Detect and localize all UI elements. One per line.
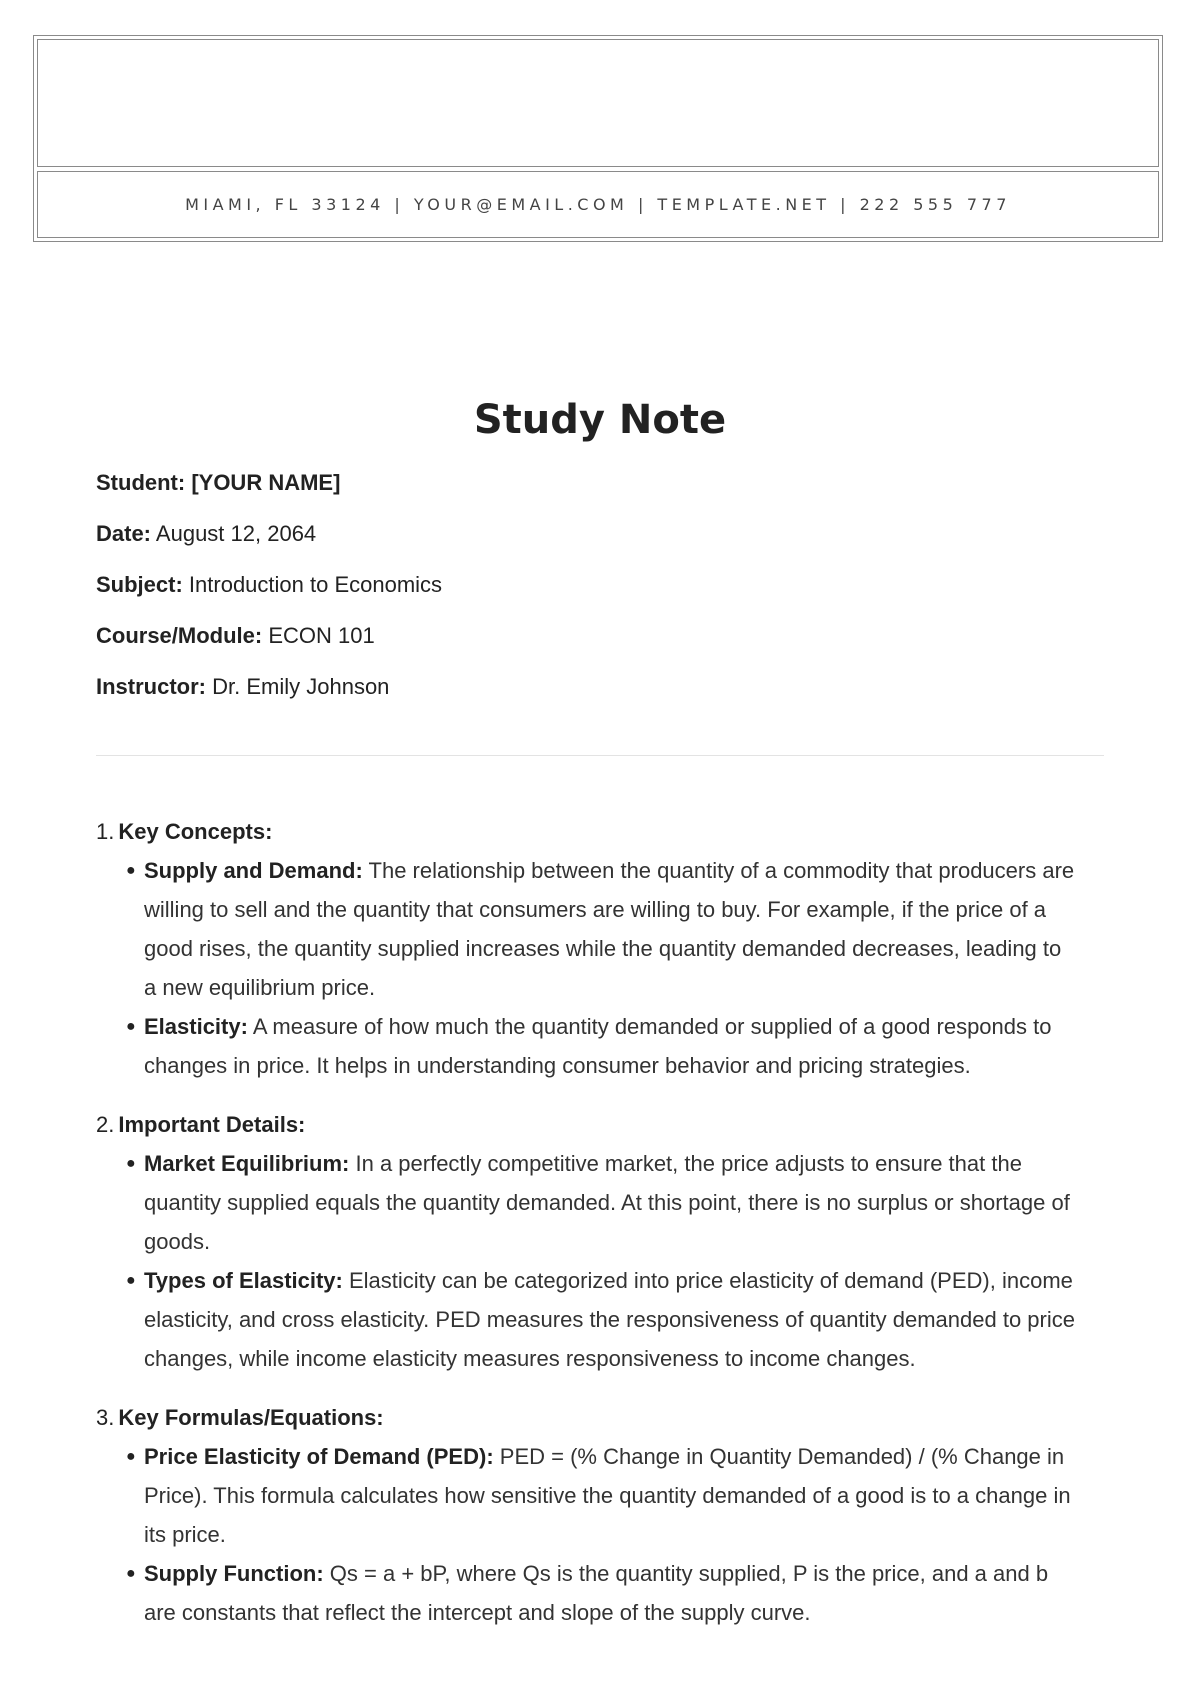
bullet-dot-icon: ● <box>126 862 136 879</box>
list-item <box>96 1437 1096 1554</box>
list-item <box>96 1261 1096 1378</box>
bullet-text: PED = (% Change in Quantity Demanded) / (% Change in Price). This formula calculates how sensitive the quantity demanded of a good is to a change in its price. <box>144 1444 1071 1547</box>
section-heading <box>96 1105 1096 1144</box>
meta-student <box>96 468 1106 519</box>
meta-student-label: Student: [YOUR NAME] <box>96 470 341 495</box>
bullet-text: Elasticity can be categorized into price elasticity of demand (PED), income elasticity, and cross elasticity. PED measures the responsiveness of quantity demanded to price changes, while income elasticity measures responsiveness to income changes. <box>144 1268 1075 1371</box>
bullet-text: Qs = a + bP, where Qs is the quantity supplied, P is the price, and a and b are constants that reflect the intercept and slope of the supply curve. <box>144 1561 1049 1625</box>
meta-date-label: Date: <box>96 521 152 546</box>
meta-course-label: Course/Module: <box>96 623 263 648</box>
bullet-list <box>96 1144 1096 1378</box>
bullet-dot-icon: ● <box>126 1272 136 1289</box>
bullet-text: The relationship between the quantity of a commodity that producers are willing to sell and the quantity that consumers are willing to buy. For example, if the price of a good rises, the quantity supplied increases while the quantity demanded decreases, leading to a new equilibrium price. <box>144 858 1075 1000</box>
list-item <box>96 1007 1096 1085</box>
section-key-formulas <box>96 1398 1096 1632</box>
meta-block <box>96 468 1106 723</box>
list-item <box>96 1554 1096 1632</box>
meta-subject-label: Subject: <box>96 572 183 597</box>
section-title: Key Formulas/Equations: <box>118 1405 384 1430</box>
section-heading <box>96 1398 1096 1437</box>
bullet-term: Supply and Demand: <box>144 858 363 883</box>
meta-instructor-value: Dr. Emily Johnson <box>212 674 390 699</box>
bullet-dot-icon: ● <box>126 1155 136 1172</box>
bullet-list <box>96 851 1096 1085</box>
bullet-term: Types of Elasticity: <box>144 1268 343 1293</box>
section-title: Key Concepts: <box>118 819 273 844</box>
meta-subject-value: Introduction to Economics <box>188 572 443 597</box>
section-number: 1. <box>96 819 115 844</box>
letterhead-contact-bar <box>37 171 1159 238</box>
meta-subject <box>96 570 1106 621</box>
page-title: Study Note <box>473 397 727 443</box>
list-item <box>96 1144 1096 1261</box>
bullet-dot-icon: ● <box>126 1018 136 1035</box>
contact-info: MIAMI, FL 33124 | YOUR@EMAIL.COM | TEMPLATE.NET | 222 555 777 <box>185 195 1011 214</box>
section-key-concepts <box>96 812 1096 1085</box>
bullet-term: Price Elasticity of Demand (PED): <box>144 1444 494 1469</box>
bullet-dot-icon: ● <box>126 1448 136 1465</box>
section-divider <box>96 755 1104 756</box>
section-important-details <box>96 1105 1096 1378</box>
notes-content <box>96 812 1096 1652</box>
section-number: 3. <box>96 1405 115 1430</box>
letterhead-logo-area <box>37 39 1159 167</box>
meta-date <box>96 519 1106 570</box>
meta-instructor-label: Instructor: <box>96 674 206 699</box>
section-heading <box>96 812 1096 851</box>
bullet-list <box>96 1437 1096 1632</box>
meta-course <box>96 621 1106 672</box>
section-number: 2. <box>96 1112 115 1137</box>
list-item <box>96 851 1096 1007</box>
bullet-dot-icon: ● <box>126 1565 136 1582</box>
meta-date-value: August 12, 2064 <box>155 521 317 546</box>
section-title: Important Details: <box>118 1112 306 1137</box>
meta-instructor <box>96 672 1106 723</box>
bullet-text: In a perfectly competitive market, the price adjusts to ensure that the quantity supplied equals the quantity demanded. At this point, there is no surplus or shortage of goods. <box>144 1151 1070 1254</box>
bullet-term: Market Equilibrium: <box>144 1151 350 1176</box>
bullet-term: Supply Function: <box>144 1561 324 1586</box>
meta-course-value: ECON 101 <box>268 623 375 648</box>
bullet-term: Elasticity: <box>144 1014 248 1039</box>
bullet-text: A measure of how much the quantity demanded or supplied of a good responds to changes in price. It helps in understanding consumer behavior and pricing strategies. <box>144 1014 1052 1078</box>
